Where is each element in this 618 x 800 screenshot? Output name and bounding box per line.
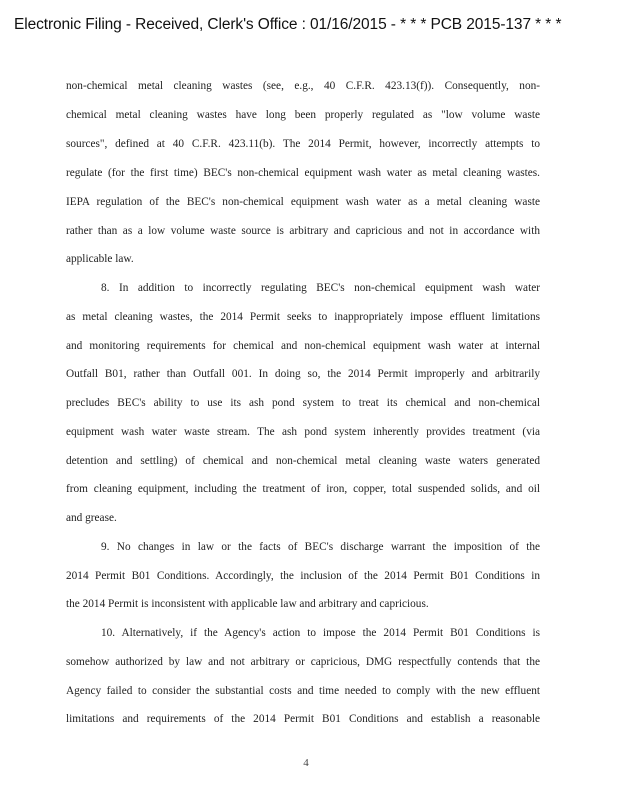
filing-stamp-header: Electronic Filing - Received, Clerk's Office : 01/16/2015 - * * * PCB 2015-137 * * * [14, 16, 562, 33]
body-line: limitations and requirements of the 2014 Permit B01 Conditions and establish a reasonable [66, 713, 540, 725]
body-line: Outfall B01, rather than Outfall 001. In doing so, the 2014 Permit improperly and arbitrarily [66, 368, 540, 380]
page-number: 4 [303, 757, 309, 769]
body-line: IEPA regulation of the BEC's non-chemical equipment wash water as a metal cleaning waste [66, 196, 540, 208]
paragraph-9-first-line: 9. No changes in law or the facts of BEC's discharge warrant the imposition of the [101, 541, 540, 553]
body-line: Agency failed to consider the substantial costs and time needed to comply with the new effluent [66, 685, 540, 697]
body-line: as metal cleaning wastes, the 2014 Permit seeks to inappropriately impose effluent limitations [66, 311, 540, 323]
body-line: the 2014 Permit is inconsistent with applicable law and arbitrary and capricious. [66, 598, 429, 610]
body-line: sources", defined at 40 C.F.R. 423.11(b). The 2014 Permit, however, incorrectly attempts to [66, 138, 540, 150]
body-line: applicable law. [66, 253, 134, 265]
body-line: and grease. [66, 512, 117, 524]
body-line: precludes BEC's ability to use its ash pond system to treat its chemical and non-chemical [66, 397, 540, 409]
body-line: rather than as a low volume waste source is arbitrary and capricious and not in accordance with [66, 225, 540, 237]
body-line: equipment wash water waste stream. The ash pond system inherently provides treatment (via [66, 426, 540, 438]
body-line: chemical metal cleaning wastes have long been properly regulated as "low volume waste [66, 109, 540, 121]
body-line: detention and settling) of chemical and non-chemical metal cleaning waste waters generated [66, 455, 540, 467]
body-line: from cleaning equipment, including the treatment of iron, copper, total suspended solids, and oil [66, 483, 540, 495]
body-line: regulate (for the first time) BEC's non-chemical equipment wash water as metal cleaning wastes. [66, 167, 540, 179]
body-line: non-chemical metal cleaning wastes (see, e.g., 40 C.F.R. 423.13(f)). Consequently, non- [66, 80, 540, 92]
body-line: 2014 Permit B01 Conditions. Accordingly, the inclusion of the 2014 Permit B01 Conditions in [66, 570, 540, 582]
body-line: and monitoring requirements for chemical and non-chemical equipment wash water at internal [66, 340, 540, 352]
paragraph-10-first-line: 10. Alternatively, if the Agency's action to impose the 2014 Permit B01 Conditions is [101, 627, 540, 639]
body-line: somehow authorized by law and not arbitrary or capricious, DMG respectfully contends that the [66, 656, 540, 668]
paragraph-8-first-line: 8. In addition to incorrectly regulating BEC's non-chemical equipment wash water [101, 282, 540, 294]
